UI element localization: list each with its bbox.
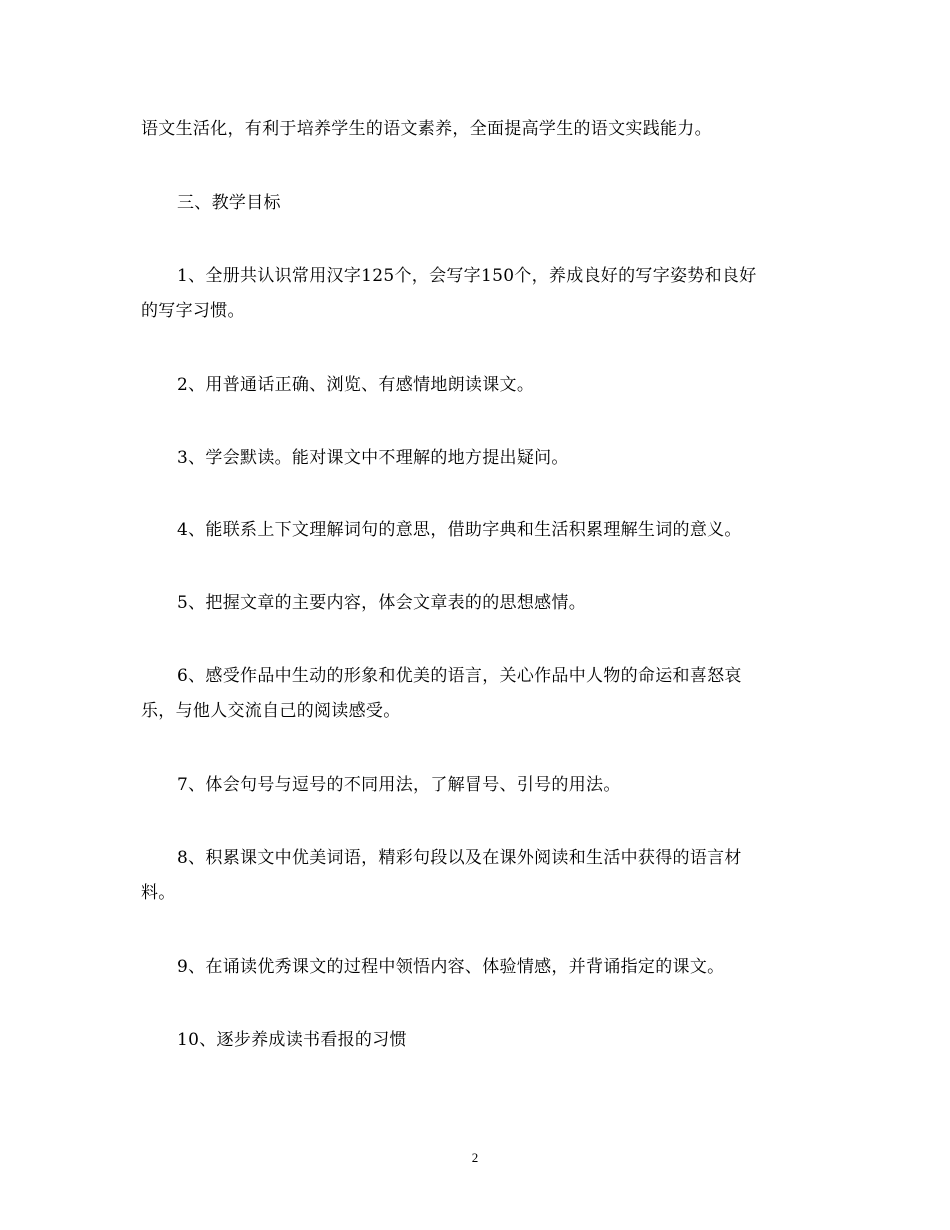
- goal-item-3: 3、学会默读。能对课文中不理解的地方提出疑问。: [177, 448, 569, 468]
- goal-item-1-cont: 的写字习惯。: [141, 301, 245, 321]
- goal-item-10: 10、逐步养成读书看报的习惯: [177, 1030, 407, 1050]
- goal-item-4: 4、能联系上下文理解词句的意思，借助字典和生活积累理解生词的意义。: [177, 520, 742, 540]
- goal-item-9: 9、在诵读优秀课文的过程中领悟内容、体验情感，并背诵指定的课文。: [177, 957, 725, 977]
- goal-item-8: 8、积累课文中优美词语，精彩句段以及在课外阅读和生活中获得的语言材: [177, 848, 742, 868]
- goal-item-8-cont: 料。: [141, 883, 176, 903]
- goal-item-2: 2、用普通话正确、浏览、有感情地朗读课文。: [177, 375, 535, 395]
- page-number: 2: [471, 1150, 479, 1165]
- paragraph-continuation: 语文生活化，有利于培养学生的语文素养，全面提高学生的语文实践能力。: [141, 119, 712, 139]
- section-heading: 三、教学目标: [177, 193, 281, 213]
- goal-item-1: 1、全册共认识常用汉字125个，会写字150个，养成良好的写字姿势和良好: [177, 266, 757, 286]
- goal-item-7: 7、体会句号与逗号的不同用法，了解冒号、引号的用法。: [177, 775, 621, 795]
- goal-item-5: 5、把握文章的主要内容，体会文章表的的思想感情。: [177, 593, 587, 613]
- goal-item-6-cont: 乐，与他人交流自己的阅读感受。: [141, 701, 401, 721]
- goal-item-6: 6、感受作品中生动的形象和优美的语言，关心作品中人物的命运和喜怒哀: [177, 666, 742, 686]
